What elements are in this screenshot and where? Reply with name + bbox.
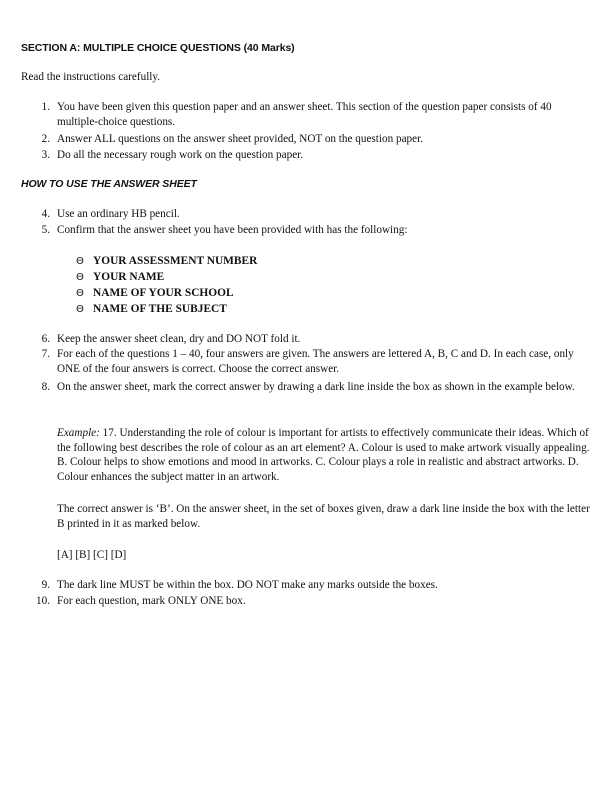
instruction-item: The dark line MUST be within the box. DO NOT make any marks outside the boxes. bbox=[57, 579, 438, 591]
example-label: Example: bbox=[57, 427, 100, 439]
howto-title: HOW TO USE THE ANSWER SHEET bbox=[21, 178, 197, 190]
item-number: 4. bbox=[41, 208, 50, 220]
item-number: 5. bbox=[41, 224, 50, 236]
item-number: 1. bbox=[41, 101, 50, 113]
example-text: 17. Understanding the role of colour is important for artists to effectively communicate their ideas. Which of the following best describes the role of colour as an art element? A. Colour is used to make artwork visually appealing. B. Colour helps to show emotions and mood in artworks. C. Colour plays a role in realistic and abstract artworks. D. Colour enhances the subject matter in an artwork. bbox=[57, 427, 590, 483]
checklist-item: NAME OF YOUR SCHOOL bbox=[93, 287, 234, 299]
instruction-item: For each of the questions 1 – 40, four answers are given. The answers are lettered A, B, C and D. In each case, only ONE of the four answers is correct. Choose the correct answer. bbox=[57, 348, 574, 375]
item-number: 7. bbox=[41, 348, 50, 360]
instruction-item: You have been given this question paper and an answer sheet. This section of the question paper consists of 40 multiple-choice questions. bbox=[57, 101, 552, 128]
instruction-item: For each question, mark ONLY ONE box. bbox=[57, 595, 246, 607]
section-title: SECTION A: MULTIPLE CHOICE QUESTIONS (40 Marks) bbox=[21, 42, 295, 54]
example-paragraph bbox=[57, 426, 592, 484]
item-number: 8. bbox=[41, 381, 50, 393]
answer-boxes: [A] [B] [C] [D] bbox=[57, 549, 127, 561]
theta-bullet-icon: Θ bbox=[76, 304, 84, 315]
instruction-item: Use an ordinary HB pencil. bbox=[57, 208, 180, 220]
instruction-item: On the answer sheet, mark the correct answer by drawing a dark line inside the box as shown in the example below. bbox=[57, 381, 575, 393]
instruction-item: Keep the answer sheet clean, dry and DO NOT fold it. bbox=[57, 333, 301, 345]
item-number: 3. bbox=[41, 149, 50, 161]
checklist-item: YOUR NAME bbox=[93, 271, 165, 283]
item-number: 9. bbox=[41, 579, 50, 591]
instruction-item: Confirm that the answer sheet you have been provided with has the following: bbox=[57, 224, 408, 236]
item-number: 10. bbox=[36, 595, 50, 607]
theta-bullet-icon: Θ bbox=[76, 256, 84, 267]
checklist-item: NAME OF THE SUBJECT bbox=[93, 303, 227, 315]
checklist-item: YOUR ASSESSMENT NUMBER bbox=[93, 255, 258, 267]
instruction-item: Answer ALL questions on the answer sheet provided, NOT on the question paper. bbox=[57, 133, 424, 145]
theta-bullet-icon: Θ bbox=[76, 272, 84, 283]
instruction-item: Do all the necessary rough work on the question paper. bbox=[57, 149, 304, 161]
item-number: 6. bbox=[41, 333, 50, 345]
intro-text: Read the instructions carefully. bbox=[21, 71, 161, 83]
theta-bullet-icon: Θ bbox=[76, 288, 84, 299]
correct-answer-paragraph: The correct answer is ‘B’. On the answer sheet, in the set of boxes given, draw a dark line inside the box with the letter B printed in it as marked below. bbox=[57, 503, 590, 530]
item-number: 2. bbox=[41, 133, 50, 145]
